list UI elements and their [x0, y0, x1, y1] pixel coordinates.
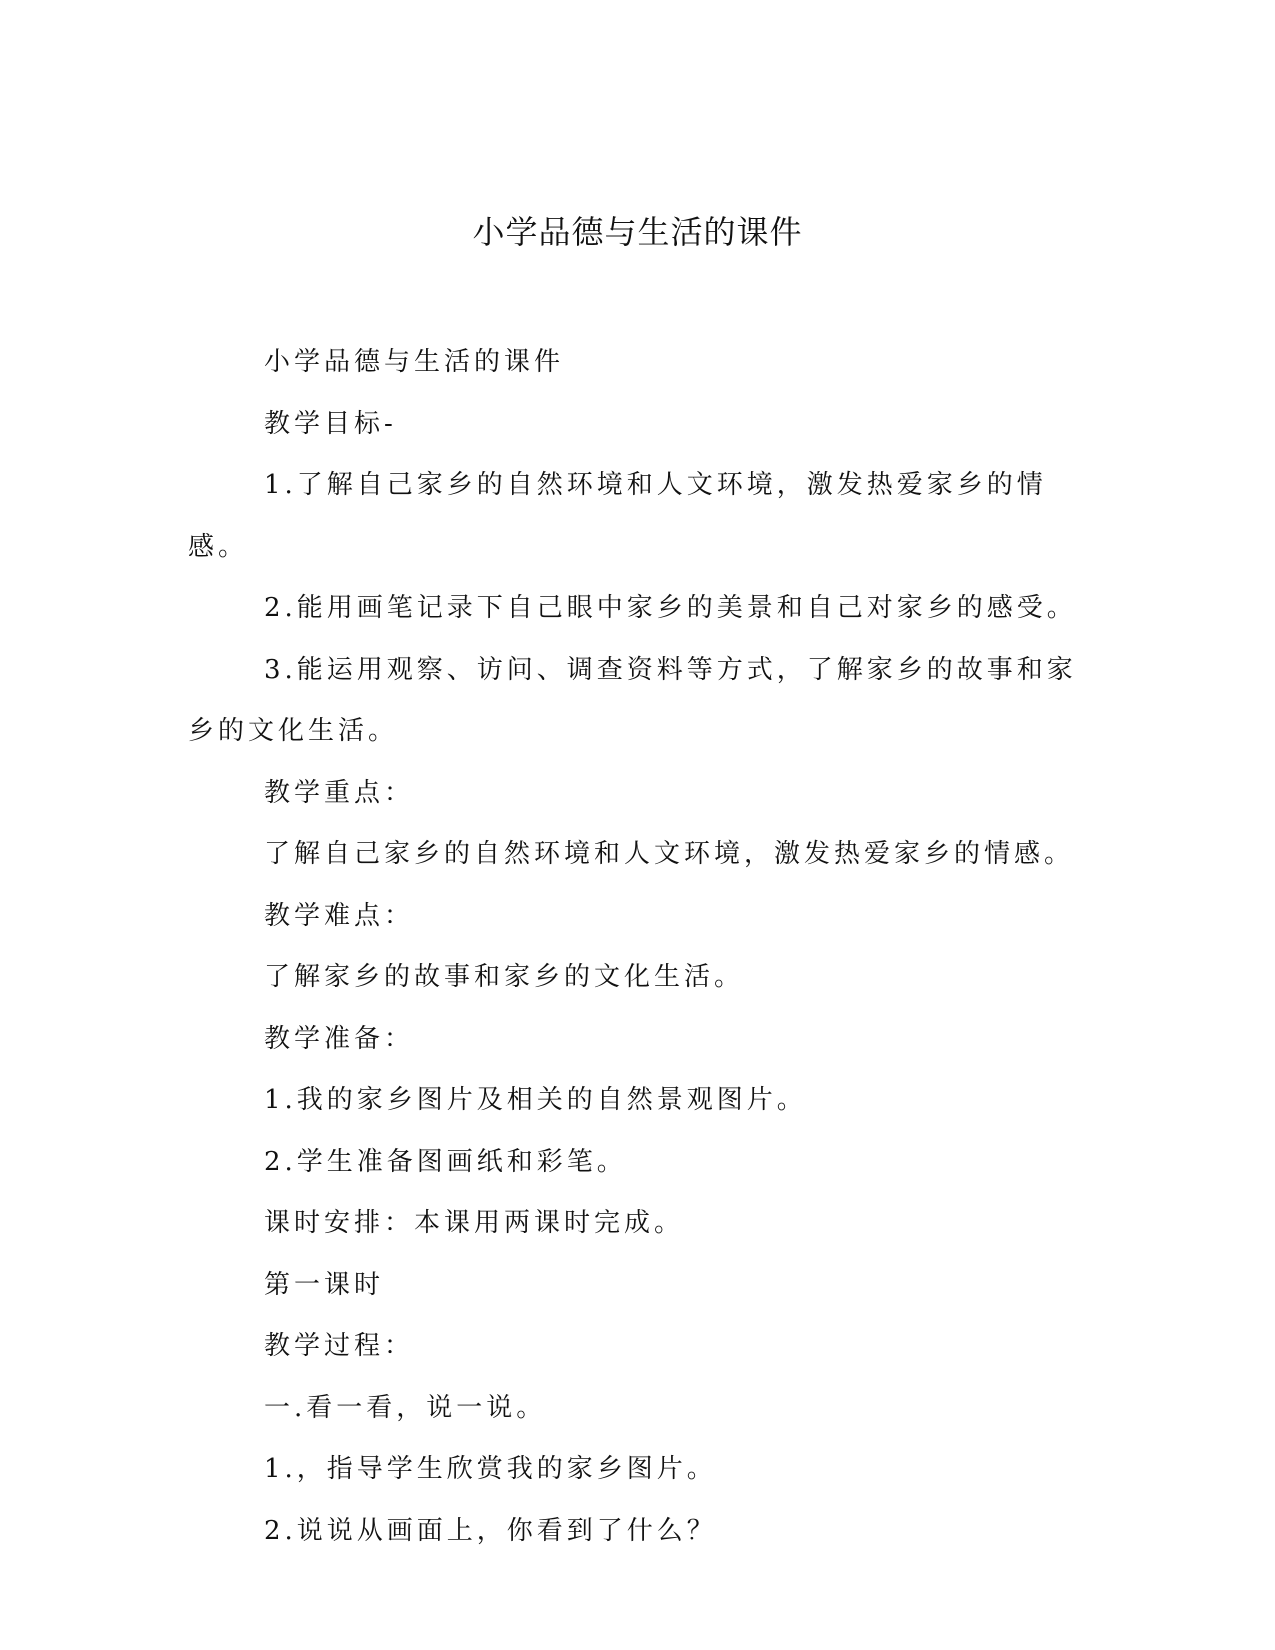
paragraph-process-step-1: 一.看一看，说一说。	[264, 1392, 547, 1423]
paragraph-preparation-2: 2.学生准备图画纸和彩笔。	[264, 1146, 627, 1177]
paragraph-schedule: 课时安排：本课用两课时完成。	[264, 1208, 685, 1238]
paragraph-heading-key-points: 教学重点：	[264, 777, 415, 808]
paragraph-objective-3: 3.能运用观察、访问、调查资料等方式，了解家乡的故事和家乡的文化生活。	[188, 654, 1077, 746]
paragraph-process-item-2: 2.说说从画面上，你看到了什么？	[264, 1515, 717, 1546]
paragraph-heading-process: 教学过程：	[264, 1331, 415, 1361]
paragraph-heading-objectives: 教学目标-	[264, 408, 397, 439]
paragraph-objective-2: 2.能用画笔记录下自己眼中家乡的美景和自己对家乡的感受。	[264, 593, 1077, 623]
paragraph-first-lesson: 第一课时	[264, 1269, 385, 1300]
document-body	[188, 332, 1078, 1562]
paragraph-subtitle: 小学品德与生活的课件	[264, 347, 565, 377]
paragraph-preparation-1: 1.我的家乡图片及相关的自然景观图片。	[264, 1085, 807, 1115]
paragraph-heading-preparation: 教学准备：	[264, 1023, 415, 1054]
paragraph-difficulties: 了解家乡的故事和家乡的文化生活。	[264, 962, 745, 992]
document-title: 小学品德与生活的课件	[472, 213, 803, 251]
paragraph-heading-difficulties: 教学难点：	[264, 900, 415, 931]
paragraph-key-points: 了解自己家乡的自然环境和人文环境，激发热爱家乡的情感。	[264, 839, 1075, 869]
paragraph-objective-1: 1.了解自己家乡的自然环境和人文环境，激发热爱家乡的情感。	[188, 470, 1047, 562]
paragraph-process-item-1: 1.，指导学生欣赏我的家乡图片。	[264, 1454, 717, 1484]
